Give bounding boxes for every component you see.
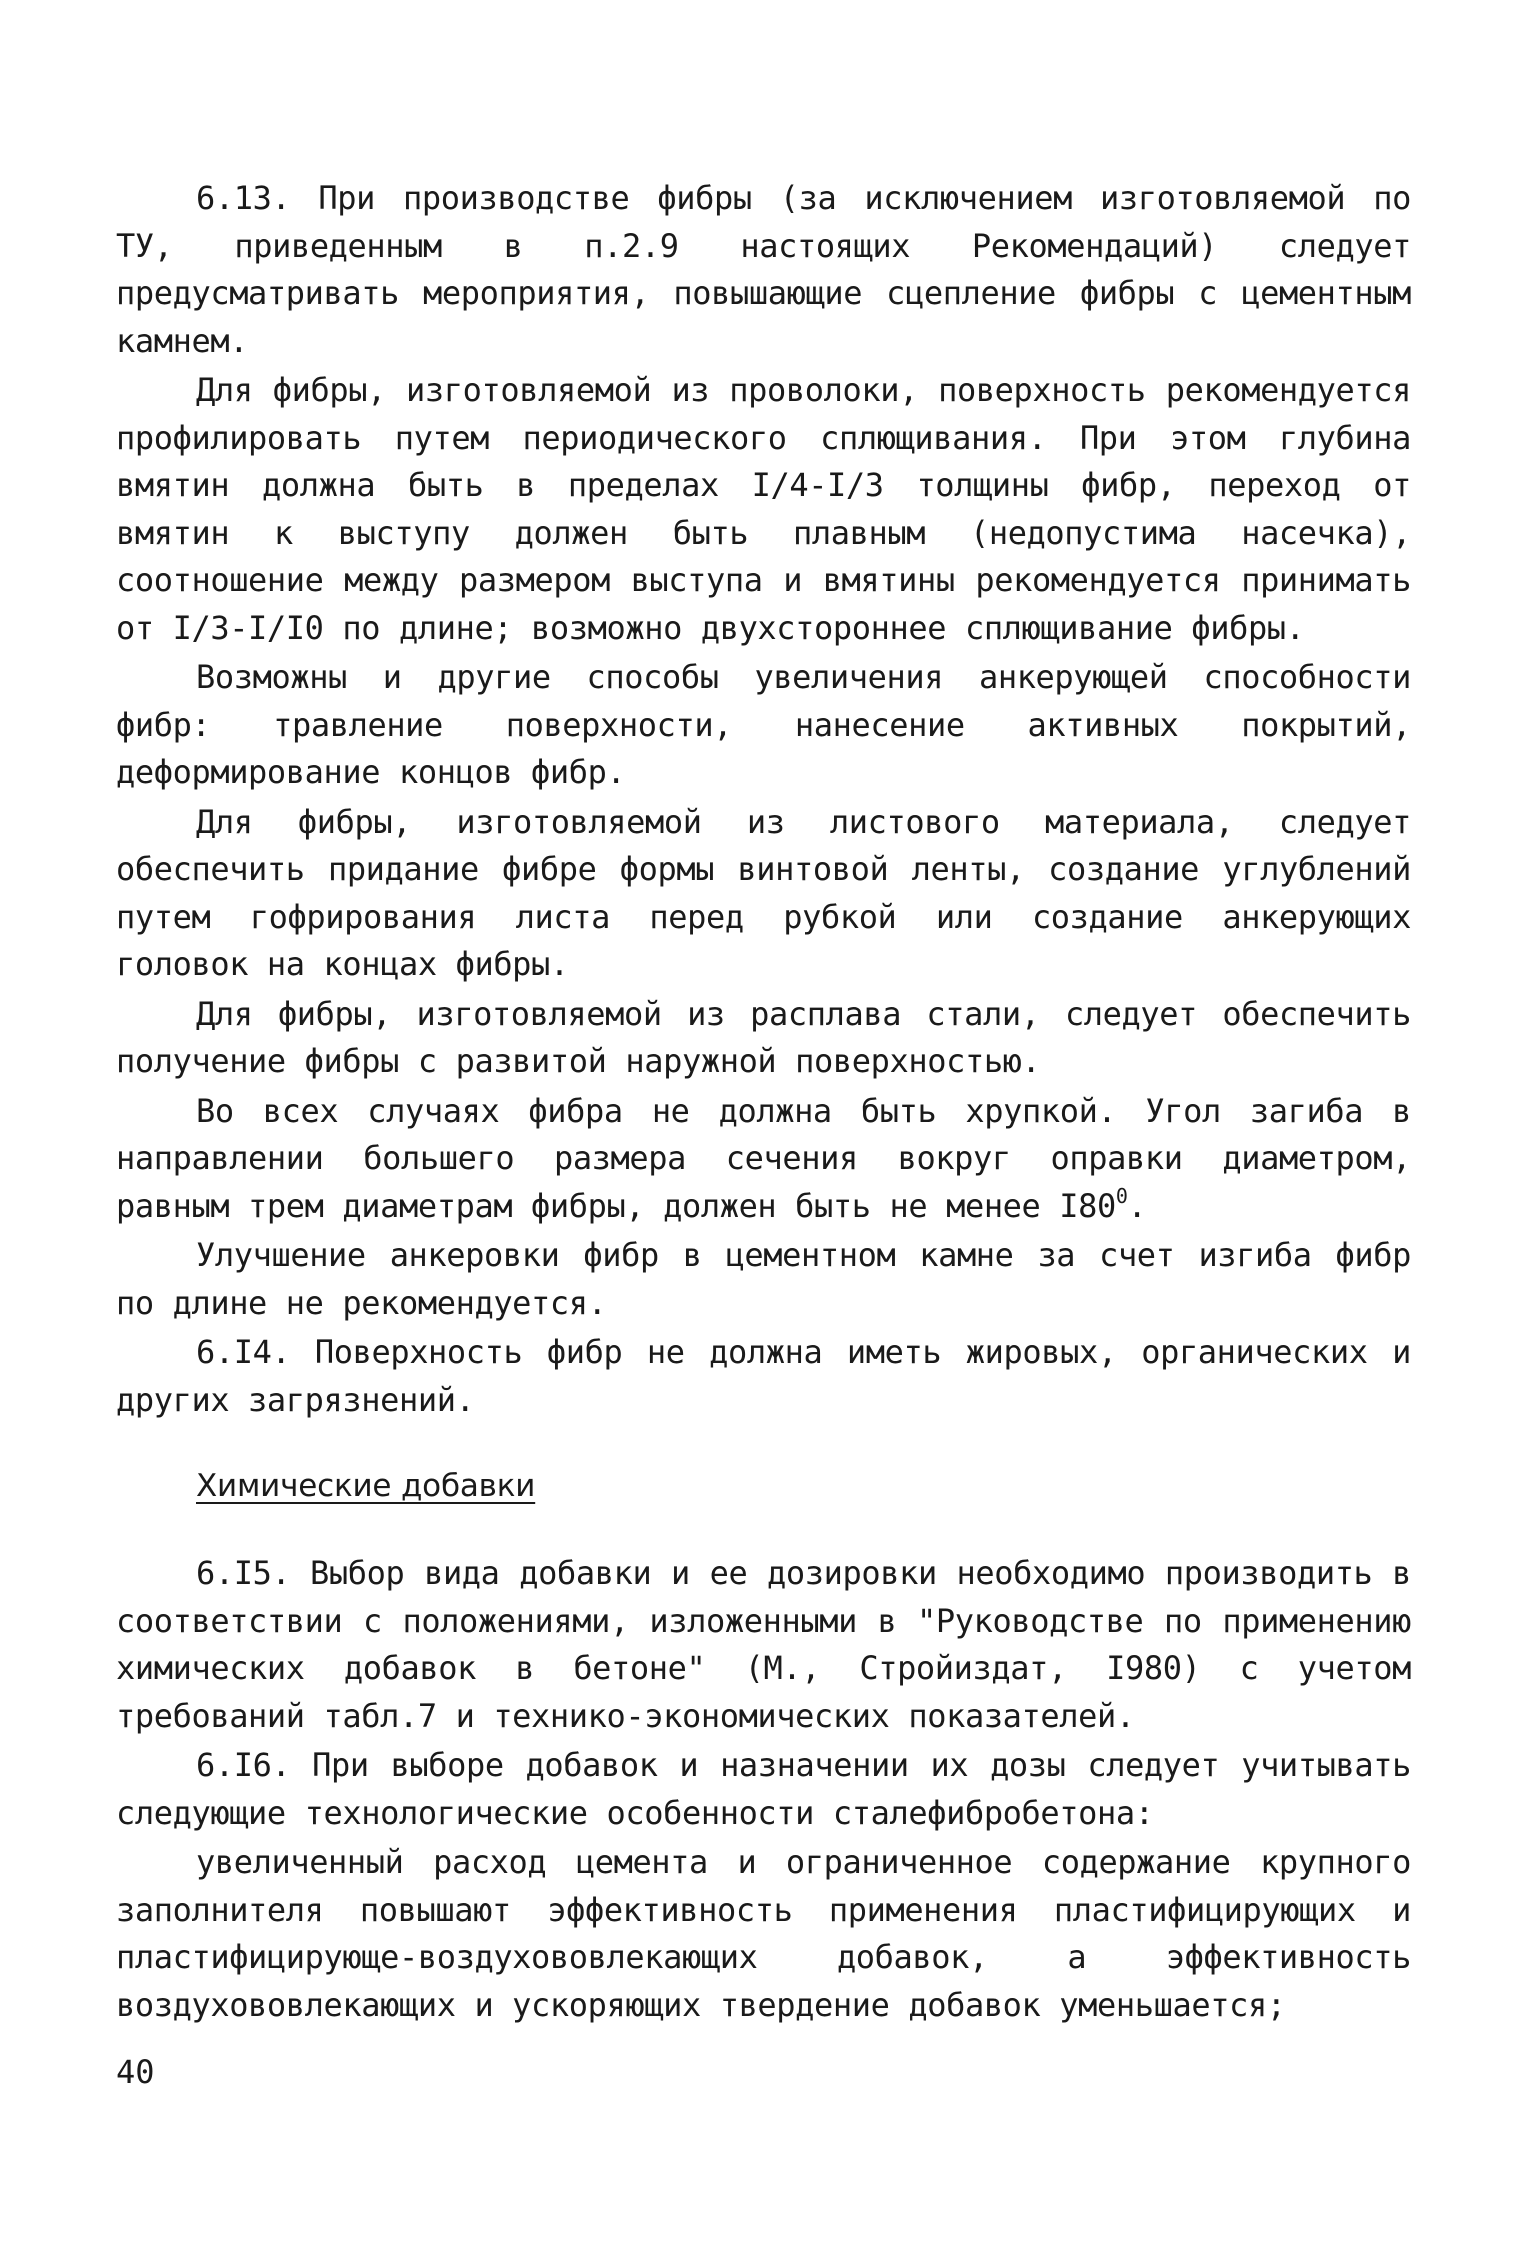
paragraph-melt-fiber: Для фибры, изготовляемой из расплава стали, следует обеспечить получение фибры с развитой наружной поверхностью. xyxy=(116,994,1411,1080)
paragraph-bend-anchoring: Улучшение анкеровки фибр в цементном камне за счет изгиба фибр по длине не рекомендуется. xyxy=(116,1236,1411,1322)
paragraph-6-16: 6.I6. При выборе добавок и назначении их дозы следует учитывать следующие технологические особенности сталефибробетона: xyxy=(116,1746,1411,1832)
paragraph-6-13: 6.13. При производстве фибры (за исключением изготовляемой по ТУ, приведенным в п.2.9 настоящих Рекомендаций) следует предусматривать мероприятия, повышающие сцепление фибры с цементным камнем. xyxy=(116,179,1411,360)
paragraph-anchoring-methods: Возможны и другие способы увеличения анкерующей способности фибр: травление поверхности, нанесение активных покрытий, деформирование концов фибр. xyxy=(116,658,1411,791)
bend-angle-tail: . xyxy=(1127,1186,1147,1225)
page-number: 40 xyxy=(116,2053,155,2091)
body-text xyxy=(116,175,1411,2029)
paragraph-wire-fiber-profiling: Для фибры, изготовляемой из проволоки, поверхность рекомендуется профилировать путем периодического сплющивания. При этом глубина вмятин должна быть в пределах I/4-I/3 толщины фибр, переход от вмятин к выступу должен быть плавным (недопустима насечка), соотношение между размером выступа и вмятины рекомендуется принимать от I/3-I/I0 по длине; возможно двухстороннее сплющивание фибры. xyxy=(116,371,1411,647)
paragraph-cement-content: увеличенный расход цемента и ограниченное содержание крупного заполнителя повышают эффективность применения пластифицирующих и пластифицирующе-воздухововлекающих добавок, а эффективность воздухововлекающих и ускоряющих твердение добавок уменьшается; xyxy=(116,1843,1411,2024)
section-subheading: Химические добавки xyxy=(196,1468,536,1504)
paragraph-6-15: 6.I5. Выбор вида добавки и ее дозировки необходимо производить в соответствии с положениями, изложенными в "Руководстве по применению химических добавок в бетоне" (М., Стройиздат, I980) с учетом требований табл.7 и технико-экономических показателей. xyxy=(116,1554,1411,1735)
paragraph-bend-angle xyxy=(116,1088,1411,1231)
paragraph-sheet-fiber: Для фибры, изготовляемой из листового материала, следует обеспечить придание фибре формы винтовой ленты, создание углублений путем гофрирования листа перед рубкой или создание анкерующих головок на концах фибры. xyxy=(116,802,1411,983)
bend-angle-text: Во всех случаях фибра не должна быть хрупкой. Угол загиба в направлении большего размера сечения вокруг оправки диаметром, равным трем диаметрам фибры, должен быть не менее I80 xyxy=(116,1091,1411,1225)
paragraph-6-14: 6.I4. Поверхность фибр не должна иметь жировых, органических и других загрязнений. xyxy=(116,1333,1411,1419)
degree-superscript: 0 xyxy=(1115,1183,1128,1208)
